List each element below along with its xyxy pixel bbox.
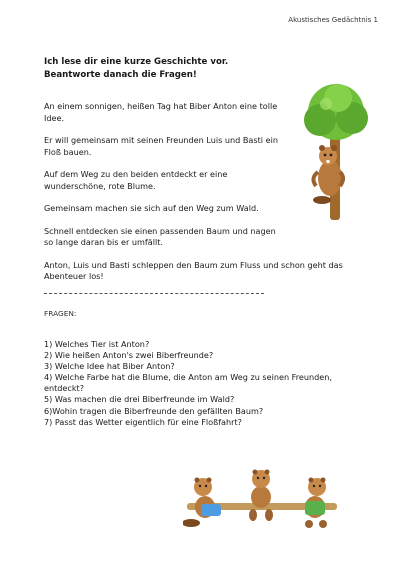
question-item: 3) Welche Idee hat Biber Anton? [44,361,175,372]
instructions [44,56,304,82]
instruction-line-1: Ich lese dir eine kurze Geschichte vor. [44,57,229,67]
three-beavers-carrying-log-illustration [183,463,343,531]
story-paragraph: An einem sonnigen, heißen Tag hat Biber Anton eine tolle Idee. [44,101,278,123]
question-item: 4) Welche Farbe hat die Blume, die Anton am Weg zu seinen Freunden, entdeckt? [44,372,332,394]
section-divider [44,293,264,294]
story-paragraph: Er will gemeinsam mit seinen Freunden Luis und Basti ein Floß bauen. [44,135,278,157]
tree-crown [304,84,368,140]
question-item: 2) Wie heißen Anton's zwei Biberfreunde? [44,350,214,361]
instruction-line-2: Beantworte danach die Fragen! [44,70,197,80]
story-paragraph: Schnell entdecken sie einen passenden Baum und nagen so lange daran bis er umfällt. [44,225,276,247]
story-paragraph: Anton, Luis und Basti schleppen den Baum zum Fluss und schon geht das Abenteuer los! [44,259,343,281]
question-item: 6)Wohin tragen die Biberfreunde den gefällten Baum? [44,405,264,416]
beaver-climbing-tree-illustration [300,82,372,222]
story-text [44,101,343,294]
beaver-middle [249,470,273,522]
questions-list [44,339,344,428]
question-item: 5) Was machen die drei Biberfreunde im Wald? [44,394,235,405]
story-paragraph: Auf dem Weg zu den beiden entdeckt er eine wunderschöne, rote Blume. [44,169,228,191]
question-item: 7) Passt das Wetter eigentlich für eine Floßfahrt? [44,416,242,427]
questions-heading: FRAGEN: [44,309,77,318]
beaver-left [183,478,221,528]
question-item: 1) Welches Tier ist Anton? [44,339,150,349]
story-paragraph: Gemeinsam machen sie sich auf den Weg zum Wald. [44,203,259,213]
beaver-right [305,478,327,529]
page-header-title: Akustisches Gedächtnis 1 [288,16,378,24]
